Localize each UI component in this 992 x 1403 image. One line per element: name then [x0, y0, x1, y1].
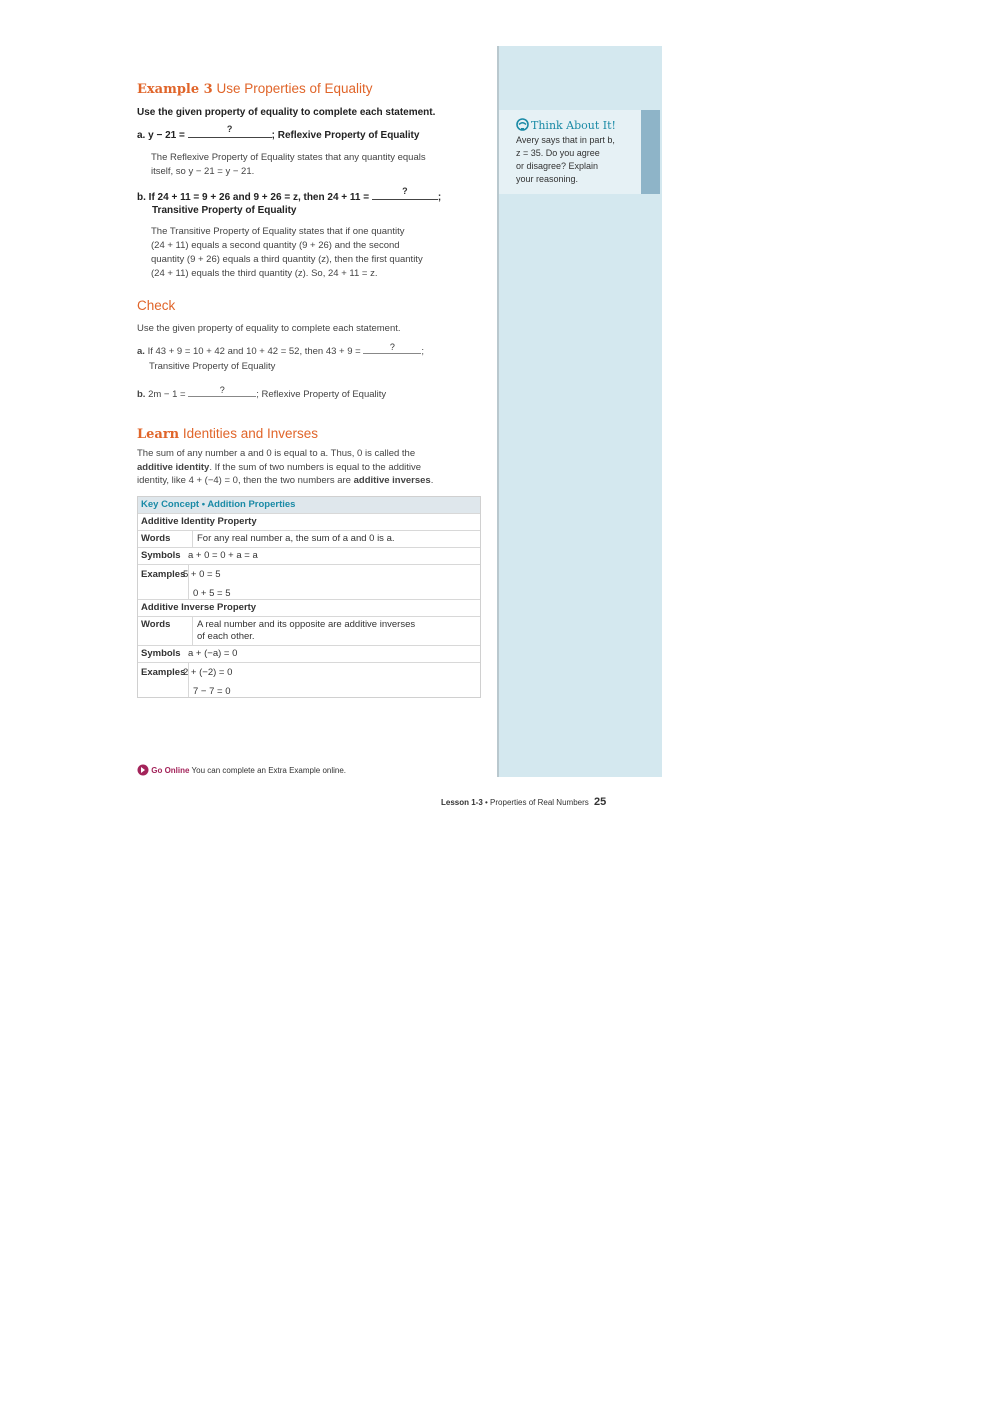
learn-text: . If the sum of two numbers is equal to the additive [209, 461, 422, 473]
example-title: Use Properties of Equality [216, 81, 373, 96]
example-heading [137, 81, 373, 97]
row-value [183, 565, 480, 599]
learn-text: identity, like 4 + (−4) = 0, then the two numbers are [137, 475, 351, 486]
part-b-prefix: b. [137, 192, 146, 203]
think-about-it-title [516, 118, 616, 132]
think-about-it-body [516, 134, 636, 186]
check-a-line2: Transitive Property of Equality [149, 361, 276, 372]
row-label: Examples [141, 569, 186, 580]
row-label: Symbols [141, 550, 181, 561]
example-label: Example 3 [137, 82, 213, 97]
term-additive-inverses: additive inverses [353, 475, 431, 486]
check-part-a [137, 342, 424, 359]
check-instruction: Use the given property of equality to complete each statement. [137, 323, 401, 334]
check-a-expression: If 43 + 9 = 10 + 42 and 10 + 42 = 52, then 43 + 9 = [147, 346, 361, 357]
check-a-prefix: a. [137, 346, 145, 357]
row-label: Words [141, 619, 171, 630]
row-value [192, 617, 480, 645]
learn-text: . [430, 475, 434, 486]
check-a-suffix: ; [421, 346, 424, 357]
part-b-expression: If 24 + 11 = 9 + 26 and 9 + 26 = z, then 24 + 11 = [148, 192, 370, 203]
row-label: Symbols [141, 648, 181, 659]
example-instruction: Use the given property of equality to complete each statement. [137, 107, 436, 118]
example-a-explanation [151, 151, 426, 179]
words-line: of each other. [197, 631, 255, 642]
explanation-line: quantity (9 + 26) equals a third quantity (z), then the first quantity [151, 254, 423, 265]
blank-question-mark: ? [389, 342, 395, 352]
section-title: Additive Identity Property [141, 516, 257, 527]
part-b-suffix: ; [437, 192, 442, 203]
think-title-text: Think About It! [531, 119, 616, 132]
explanation-line: (24 + 11) equals a second quantity (9 + 26) and the second [151, 240, 400, 251]
check-part-b [137, 385, 387, 402]
answer-blank [188, 124, 272, 138]
example-part-b [137, 186, 442, 203]
think-line: z = 35. Do you agree [516, 148, 600, 158]
table-row [138, 547, 480, 564]
check-heading: Check [137, 298, 176, 313]
key-concept-header: Key Concept • Addition Properties [138, 497, 480, 513]
answer-input-blank[interactable] [363, 342, 421, 354]
blank-question-mark: ? [402, 186, 408, 196]
table-row [138, 662, 480, 697]
row-value: a + 0 = 0 + a = a [188, 550, 258, 561]
learn-title: Identities and Inverses [182, 426, 318, 441]
table-row [138, 645, 480, 662]
check-b-expression: 2m − 1 = [148, 389, 186, 400]
check-b-prefix: b. [137, 389, 146, 400]
key-concept-table [137, 496, 481, 698]
table-row [138, 530, 480, 547]
blank-question-mark: ? [226, 124, 233, 134]
part-a-suffix: ; Reflexive Property of Equality [271, 130, 420, 141]
row-label: Words [141, 533, 171, 544]
part-a-prefix: a. [137, 130, 146, 141]
part-b-line2: Transitive Property of Equality [152, 205, 297, 216]
learn-label: Learn [137, 427, 180, 442]
footer-title: Properties of Real Numbers [490, 798, 589, 807]
blank-question-mark: ? [219, 385, 225, 395]
page-footer [441, 796, 606, 808]
footer-lesson: Lesson 1-3 [441, 798, 483, 807]
section-title: Additive Inverse Property [141, 602, 257, 613]
table-row [138, 599, 480, 616]
sidebar-tab [641, 110, 660, 194]
go-online-note [137, 764, 346, 776]
page-number: 25 [594, 796, 607, 808]
learn-line: The sum of any number a and 0 is equal to a. Thus, 0 is called the [137, 448, 416, 459]
learn-line [137, 474, 482, 488]
explanation-line: (24 + 11) equals the third quantity (z). So, 24 + 11 = z. [151, 268, 378, 279]
row-value [183, 663, 480, 697]
think-line: or disagree? Explain [516, 161, 599, 171]
term-additive-identity: additive identity [137, 461, 210, 473]
table-row [138, 616, 480, 645]
example-part-a [137, 124, 420, 141]
go-online-link[interactable]: Go Online [151, 766, 190, 775]
example-line: 0 + 5 = 5 [193, 588, 231, 599]
example-line: 5 + 0 = 5 [183, 569, 221, 580]
example-line: 7 − 7 = 0 [193, 686, 231, 697]
row-label: Examples [141, 667, 186, 678]
part-a-expression: y − 21 = [148, 130, 185, 141]
explanation-line: The Reflexive Property of Equality states that any quantity equals [151, 152, 426, 163]
row-value: For any real number a, the sum of a and 0 is a. [192, 531, 480, 547]
think-line: Avery says that in part b, [516, 135, 615, 145]
example-line: 2 + (−2) = 0 [183, 667, 233, 678]
learn-heading [137, 426, 318, 442]
go-online-text: You can complete an Extra Example online. [191, 766, 347, 775]
check-b-suffix: ; Reflexive Property of Equality [256, 389, 387, 400]
explanation-line: The Transitive Property of Equality states that if one quantity [151, 226, 405, 237]
think-line: your reasoning. [516, 174, 579, 184]
words-line: A real number and its opposite are additive inverses [197, 619, 416, 630]
answer-input-blank[interactable] [188, 385, 256, 397]
learn-paragraph [137, 447, 482, 488]
table-row [138, 564, 480, 599]
example-b-explanation [151, 225, 423, 281]
learn-line [137, 461, 482, 475]
explanation-line: itself, so y − 21 = y − 21. [151, 166, 255, 177]
footer-separator: • [482, 798, 491, 807]
go-online-icon[interactable] [137, 764, 149, 776]
table-row [138, 513, 480, 530]
row-value: a + (−a) = 0 [188, 648, 238, 659]
answer-blank [372, 186, 438, 200]
think-head-icon [516, 118, 529, 131]
